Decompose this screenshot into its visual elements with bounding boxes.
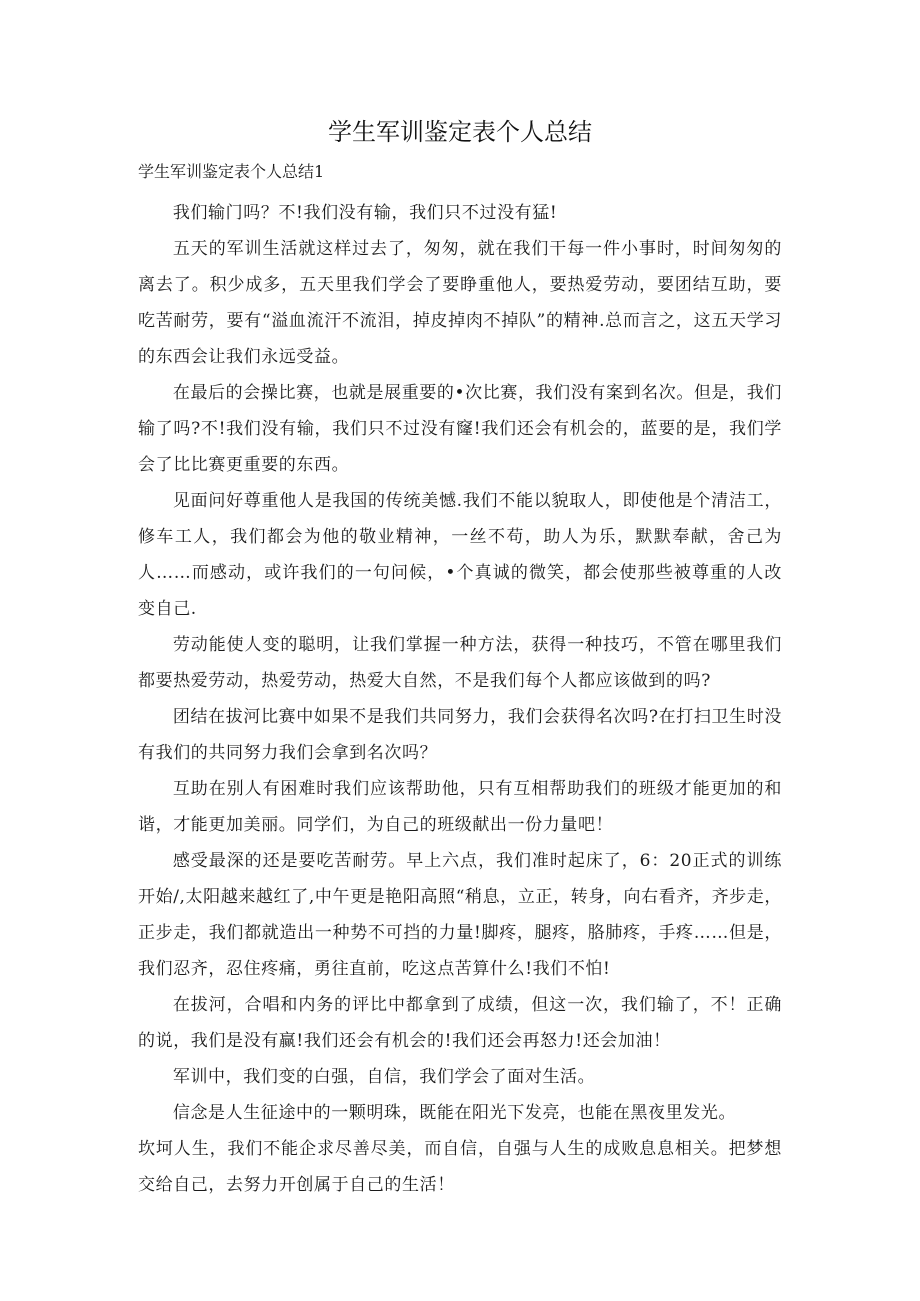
paragraph: 在最后的会操比赛，也就是展重要的•次比赛，我们没有案到名次。但是，我们输了吗?不!我们没有输，我们只不过没有窿!我们还会有机会的，蓝要的是，我们学会了比比赛更重要的东西。 — [138, 383, 782, 475]
paragraph: 互助在别人有困难时我们应该帮助他，只有互相帮助我们的班级才能更加的和谐，才能更加美丽。同学们，为自己的班级献出一份力量吧！ — [138, 779, 782, 835]
paragraph: 信念是人生征途中的一颗明珠，既能在阳光下发亮，也能在黑夜里发光。 — [172, 1103, 737, 1123]
paragraph: 在拔河，合唱和内务的评比中都拿到了成绩，但这一次，我们输了，不！正确的说，我们是没有赢!我们还会有机会的!我们还会再怒力!还会加油！ — [138, 995, 782, 1051]
paragraph: 我们输门吗？不!我们没有输，我们只不过没有猛! — [172, 203, 558, 223]
paragraph: 坎坷人生，我们不能企求尽善尽美，而自信，自强与人生的成败息息相关。把梦想交给自己，去努力开创属于自己的生活！ — [138, 1139, 782, 1195]
document-body — [138, 195, 782, 1203]
page-title: 学生军训鉴定表个人总结 — [328, 118, 592, 146]
paragraph: 军训中，我们变的白强，自信，我们学会了面对生活。 — [172, 1067, 596, 1087]
paragraph: 见面问好尊重他人是我国的传统美憾.我们不能以貌取人，即使他是个清洁工，修车工人，我们都会为他的敬业精神，一丝不苟，助人为乐，默默奉献，舍己为人……而感动，或许我们的一句问候，•个真诚的微笑，都会使那些被尊重的人改变自己. — [138, 491, 782, 619]
section-subtitle: 学生军训鉴定表个人总结1 — [138, 162, 325, 181]
paragraph: 劳动能使人变的聪明，让我们掌握一种方法，获得一种技巧，不管在哪里我们都要热爱劳动，热爱劳动，热爱大自然，不是我们每个人都应该做到的吗? — [138, 635, 782, 691]
paragraph: 感受最深的还是要吃苦耐劳。早上六点，我们准时起床了，6：20正式的训练开始/,太阳越来越红了,中午更是艳阳高照“稍息，立正，转身，向右看齐，齐步走，正步走，我们都就造出一种势不可挡的力量!脚疼，腿疼，胳肺疼，手疼……但是，我们忍齐，忍住疼痛，勇往直前，吃这点苦算什么!我们不怕! — [138, 851, 782, 979]
paragraph: 五天的军训生活就这样过去了，匆匆，就在我们干每一件小事时，时间匆匆的离去了。积少成多，五天里我们学会了要睁重他人，要热爱劳动，要团结互助，要吃苦耐劳，要有“溢血流汗不流泪，掉皮掉肉不掉队”的精神.总而言之，这五天学习的东西会让我们永远受益。 — [138, 239, 782, 367]
paragraph: 团结在拔河比赛中如果不是我们共同努力，我们会获得名次吗?在打扫卫生时没有我们的共同努力我们会拿到名次吗？ — [138, 707, 782, 763]
